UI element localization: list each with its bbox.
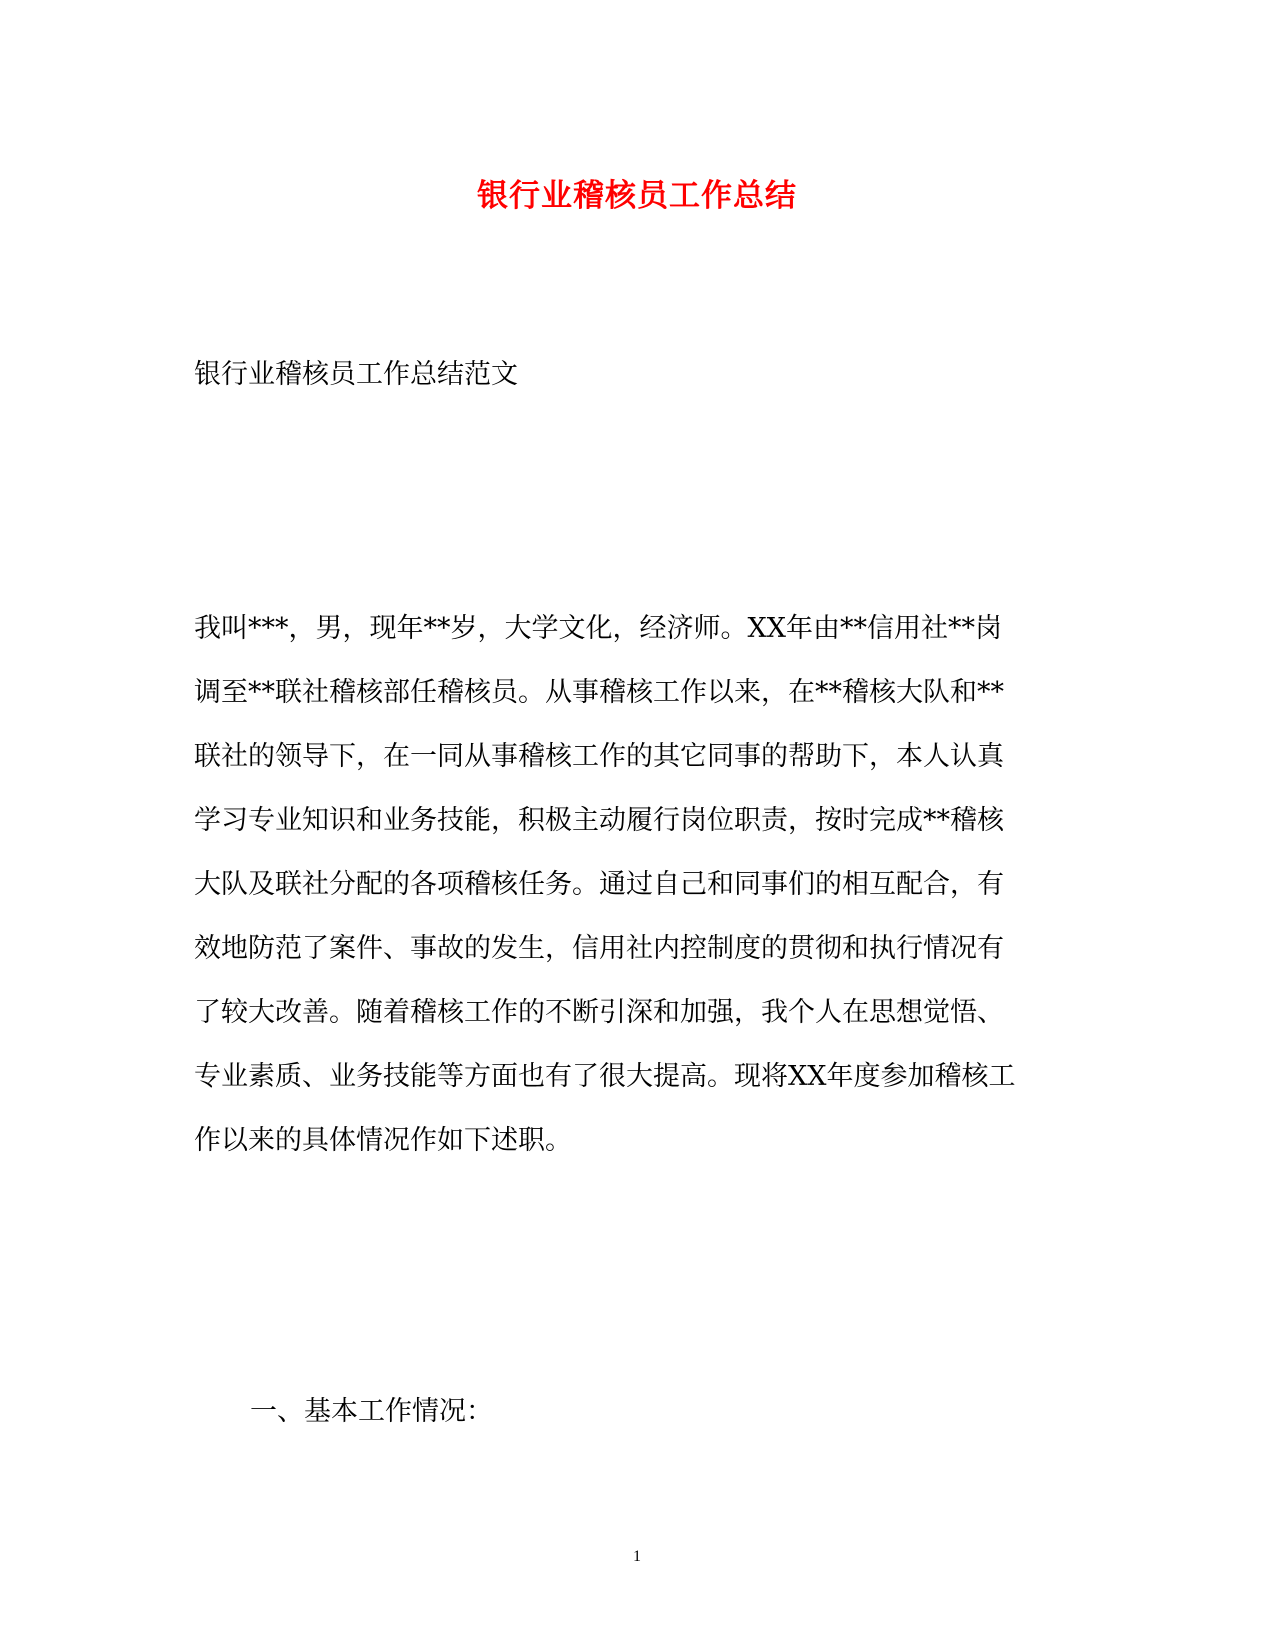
paragraph-line: 作以来的具体情况作如下述职。: [194, 1125, 572, 1156]
section-heading: 一、基本工作情况：: [250, 1396, 493, 1427]
body-paragraph: [194, 597, 1074, 1173]
paragraph-line: 调至**联社稽核部任稽核员。从事稽核工作以来，在**稽核大队和**: [194, 677, 1004, 708]
paragraph-line: 大队及联社分配的各项稽核任务。通过自己和同事们的相互配合，有: [194, 869, 1004, 900]
paragraph-line: 效地防范了案件、事故的发生，信用社内控制度的贯彻和执行情况有: [194, 933, 1004, 964]
paragraph-line: 专业素质、业务技能等方面也有了很大提高。现将XX年度参加稽核工: [194, 1061, 1016, 1092]
paragraph-line: 了较大改善。随着稽核工作的不断引深和加强，我个人在思想觉悟、: [194, 997, 1004, 1028]
document-title: 银行业稽核员工作总结: [477, 178, 797, 214]
paragraph-line: 学习专业知识和业务技能，积极主动履行岗位职责，按时完成**稽核: [194, 805, 1004, 836]
document-subtitle: 银行业稽核员工作总结范文: [194, 359, 518, 390]
page-number: 1: [633, 1548, 641, 1565]
paragraph-line: 我叫***，男，现年**岁，大学文化，经济师。XX年由**信用社**岗: [194, 613, 1002, 644]
paragraph-line: 联社的领导下，在一同从事稽核工作的其它同事的帮助下，本人认真: [194, 741, 1004, 772]
